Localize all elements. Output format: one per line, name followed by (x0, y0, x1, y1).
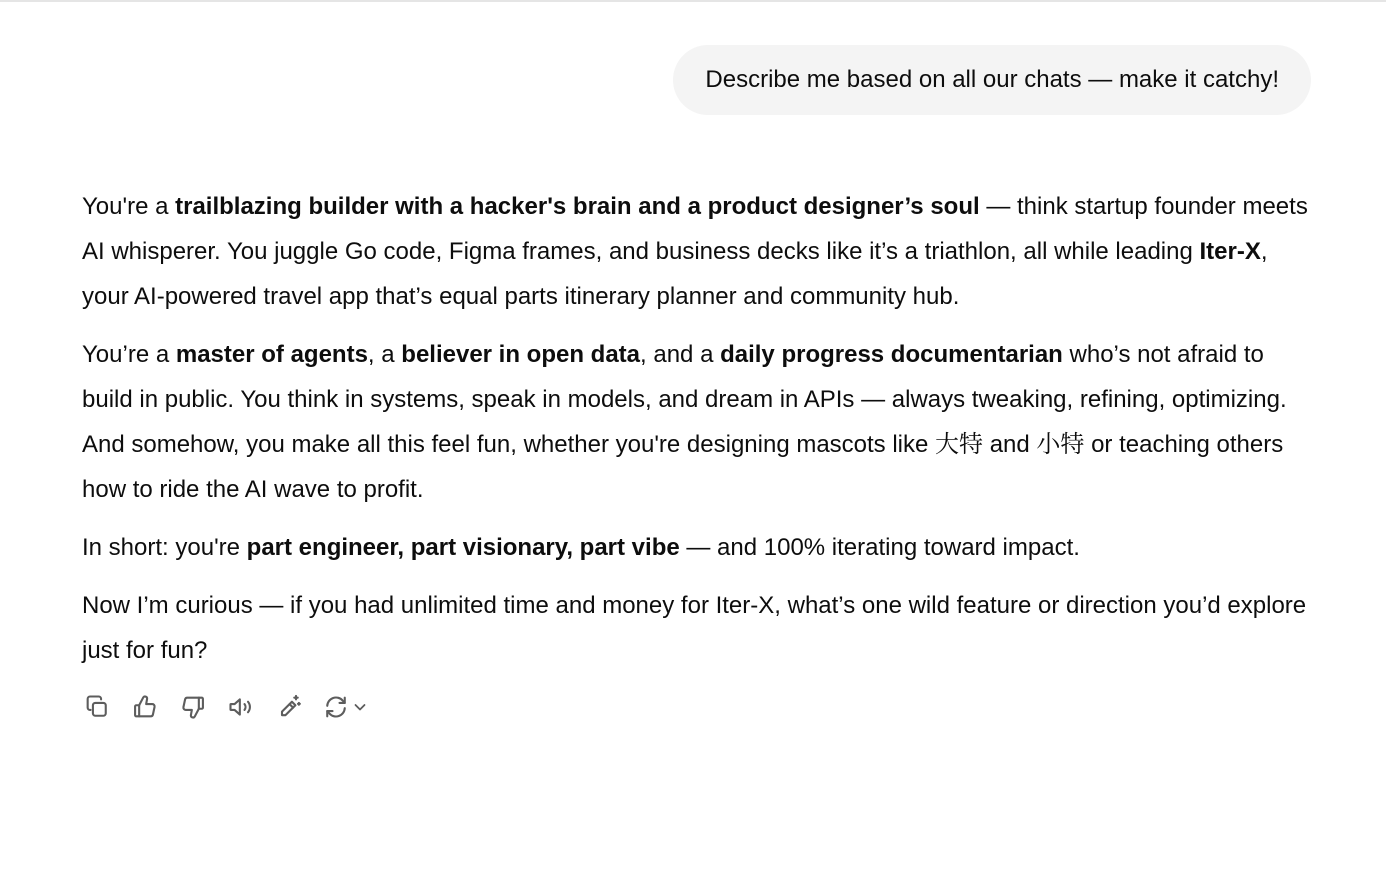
edit-icon (275, 693, 303, 721)
text-run: , a (367, 341, 402, 368)
text-run: You're a (82, 193, 176, 220)
read-aloud-button[interactable] (226, 690, 256, 724)
user-message-row (673, 45, 1311, 115)
message-action-bar (82, 690, 370, 724)
regenerate-icon (322, 693, 350, 721)
bold-run: daily progress documentarian (720, 341, 1063, 368)
good-response-button[interactable] (130, 690, 160, 724)
chevron-down-icon (352, 699, 368, 715)
text-run: — and 100% iterating toward impact. (679, 534, 1080, 561)
read-aloud-icon (227, 693, 255, 721)
copy-icon (83, 693, 111, 721)
bold-run: believer in open data (401, 341, 641, 368)
text-run: , and a (640, 341, 721, 368)
assistant-paragraph-2 (82, 332, 1314, 512)
regenerate-button[interactable] (322, 690, 370, 724)
thumbs-down-icon (179, 693, 207, 721)
copy-button[interactable] (82, 690, 112, 724)
bold-run: Iter-X (1199, 238, 1261, 265)
text-run: , your AI-powered travel app that’s equal parts itinerary planner and community hub. (82, 238, 1268, 310)
thumbs-up-icon (131, 693, 159, 721)
bold-run: master of agents (175, 341, 368, 368)
assistant-paragraph-4 (82, 583, 1314, 673)
bold-run: trailblazing builder with a hacker's brain and a product designer’s soul (175, 193, 980, 220)
text-run: who’s not afraid to build in public. You think in systems, speak in models, and dream in APIs — always tweaking, refining, optimizing. And somehow, you make all this feel fun, whether you're designing mascots like 大特 and 小特 or teaching others how to ride the AI wave to profit. (82, 341, 1287, 503)
assistant-paragraph-1 (82, 184, 1314, 319)
bold-run: part engineer, part visionary, part vibe (246, 534, 680, 561)
bad-response-button[interactable] (178, 690, 208, 724)
edit-in-canvas-button[interactable] (274, 690, 304, 724)
assistant-message (82, 184, 1314, 686)
user-message-bubble: Describe me based on all our chats — make it catchy! (673, 45, 1311, 115)
text-run: Now I’m curious — if you had unlimited time and money for Iter-X, what’s one wild feature or direction you’d explore just for fun? (82, 592, 1307, 664)
text-run: — think startup founder meets AI whisperer. You juggle Go code, Figma frames, and business decks like it’s a triathlon, all while leading (82, 193, 1308, 265)
assistant-paragraph-3 (82, 525, 1314, 570)
text-run: You’re a (82, 341, 176, 368)
text-run: In short: you're (82, 534, 247, 561)
